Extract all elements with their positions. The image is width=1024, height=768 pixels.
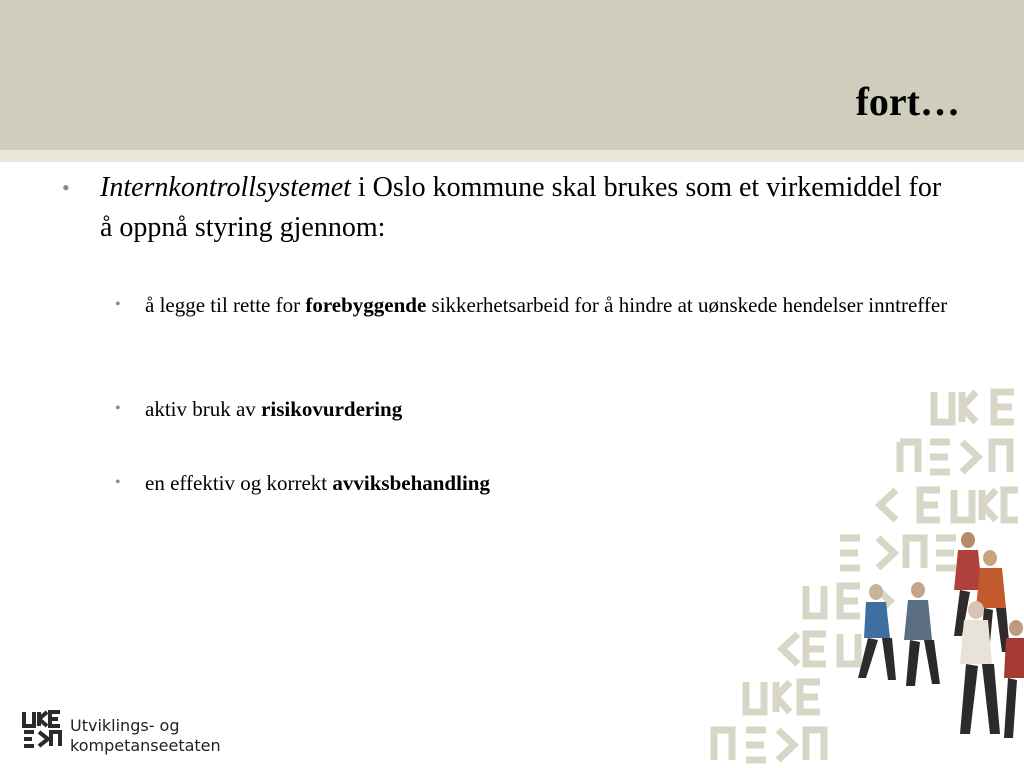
bullet-dot: • [115, 400, 121, 417]
main-bullet-italic-lead: Internkontrollsystemet [100, 172, 351, 203]
sub-bullet-text-pre: en effektiv og korrekt [145, 471, 333, 495]
sub-bullet-text-post: sikkerhetsarbeid for å hindre at uønskede hendelser inntreffer [426, 293, 948, 317]
sub-bullet-bold: avviksbehandling [332, 471, 490, 495]
sub-bullet-3 [115, 468, 965, 498]
uke-pattern-photo [700, 380, 1024, 768]
sub-bullet-1 [115, 290, 965, 320]
logo-text [70, 716, 221, 756]
main-bullet-text: i Oslo kommune skal brukes som et virkemiddel for å oppnå styring gjennom: [100, 172, 942, 243]
main-bullet [62, 168, 960, 248]
bullet-dot: • [115, 296, 121, 313]
logo-line-2: kompetanseetaten [70, 736, 221, 755]
sub-bullet-2 [115, 394, 965, 424]
sub-bullet-bold: risikovurdering [261, 397, 403, 421]
sub-bullet-text-pre: å legge til rette for [145, 293, 306, 317]
logo-line-1: Utviklings- og [70, 716, 180, 735]
bullet-dot: • [62, 175, 70, 200]
title-band [0, 0, 1024, 150]
sub-bullet-bold: forebyggende [305, 293, 427, 317]
slide-title: fort… [855, 79, 960, 124]
sub-bullet-text-pre: aktiv bruk av [145, 397, 262, 421]
bullet-dot: • [115, 474, 121, 491]
title-strip [0, 150, 1024, 162]
